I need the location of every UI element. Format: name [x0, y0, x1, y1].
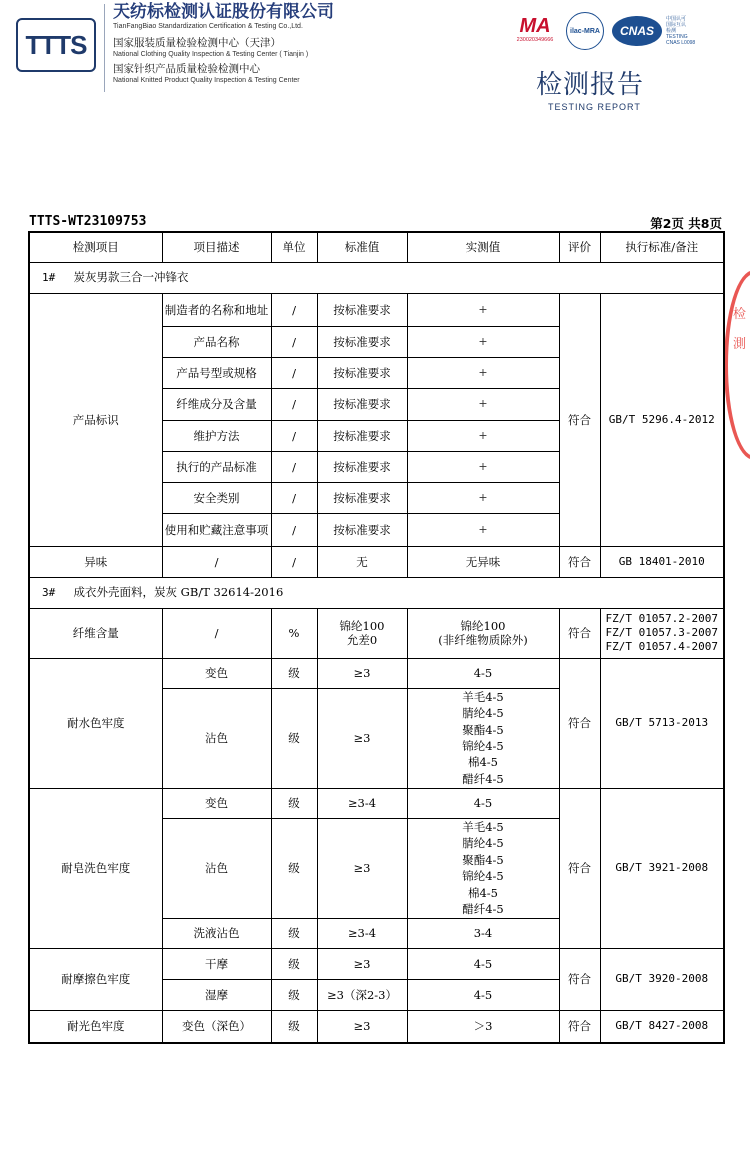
section-row: [29, 577, 724, 608]
item-cell: 耐水色牢度: [29, 658, 162, 788]
column-header: 评价: [559, 232, 600, 262]
result-cell: +: [407, 482, 559, 513]
table-row: [29, 293, 724, 326]
std-cell: ≥3: [317, 688, 407, 788]
desc-cell: 安全类别: [162, 482, 271, 513]
standard-cell: GB 18401-2010: [600, 546, 724, 577]
standard-line: FZ/T 01057.2-2007: [605, 612, 719, 625]
desc-cell: 沾色: [162, 818, 271, 918]
eval-cell: 符合: [559, 1010, 600, 1043]
item-cell: 异味: [29, 546, 162, 577]
column-header: 项目描述: [162, 232, 271, 262]
result-cell: +: [407, 451, 559, 482]
report-header: [0, 0, 750, 110]
cnas-mark: [612, 16, 662, 46]
standard-line: FZ/T 01057.4-2007: [605, 640, 719, 653]
seal-fragment: 检 測: [733, 307, 747, 352]
section-title: [29, 577, 724, 608]
desc-cell: 纤维成分及含量: [162, 388, 271, 420]
unit-cell: %: [271, 608, 317, 658]
desc-cell: 产品名称: [162, 326, 271, 357]
header-divider: [104, 4, 105, 92]
table-header-row: [29, 232, 724, 262]
std-cell: 按标准要求: [317, 388, 407, 420]
desc-cell: 变色: [162, 658, 271, 688]
ilac-mra-mark: [566, 12, 604, 50]
result-line: 醋纤4-5: [462, 771, 504, 786]
item-cell: 耐皂洗色牢度: [29, 788, 162, 948]
column-header: 单位: [271, 232, 317, 262]
std-line: 锦纶100: [339, 619, 385, 633]
document-info-bar: [29, 212, 722, 230]
desc-cell: 维护方法: [162, 420, 271, 451]
eval-cell: 符合: [559, 546, 600, 577]
std-cell: 按标准要求: [317, 451, 407, 482]
unit-cell: /: [271, 388, 317, 420]
cnas-caption: [666, 16, 695, 46]
std-line: 允差0: [346, 633, 378, 647]
report-number: TTTS-WT23109753: [29, 214, 147, 229]
column-header: 标准值: [317, 232, 407, 262]
unit-cell: 级: [271, 688, 317, 788]
result-cell: [407, 818, 559, 918]
unit-cell: 级: [271, 818, 317, 918]
result-cell: [407, 608, 559, 658]
unit-cell: /: [271, 357, 317, 388]
center2-name-en: National Knitted Product Quality Inspection & Testing Center: [113, 77, 300, 84]
ilac-text: ilac-MRA: [570, 27, 600, 35]
unit-cell: /: [271, 420, 317, 451]
std-cell: 无: [317, 546, 407, 577]
result-line: 棉4-5: [467, 755, 499, 770]
result-line: 锦纶4-5: [462, 739, 504, 753]
unit-cell: 级: [271, 948, 317, 979]
item-cell: 耐摩擦色牢度: [29, 948, 162, 1010]
desc-cell: 产品号型或规格: [162, 357, 271, 388]
result-line: (非纤维物质除外): [438, 633, 528, 647]
unit-cell: /: [271, 482, 317, 513]
desc-cell: 执行的产品标准: [162, 451, 271, 482]
standard-cell: GB/T 5713-2013: [600, 658, 724, 788]
test-results-table: [28, 231, 725, 1044]
result-line: 锦纶100: [460, 619, 506, 633]
center1-name-cn: 国家服装质量检验检测中心（天津）: [113, 37, 281, 49]
result-line: 醋纤4-5: [462, 902, 504, 916]
std-cell: ≥3-4: [317, 918, 407, 948]
result-line: 腈纶4-5: [462, 706, 504, 721]
cma-text: MA: [519, 15, 551, 37]
std-cell: 按标准要求: [317, 293, 407, 326]
std-cell: 按标准要求: [317, 513, 407, 546]
unit-cell: /: [271, 326, 317, 357]
unit-cell: /: [271, 293, 317, 326]
result-line: 腈纶4-5: [462, 836, 504, 850]
desc-cell: 制造者的名称和地址: [162, 293, 271, 326]
result-cell: +: [407, 326, 559, 357]
standard-cell: GB/T 3921-2008: [600, 788, 724, 948]
org-name-en: TianFangBiao Standardization Certification & Testing Co.,Ltd.: [113, 23, 303, 30]
desc-cell: 洗液沾色: [162, 918, 271, 948]
column-header: 实测值: [407, 232, 559, 262]
company-logo: [16, 18, 96, 72]
section-title: [29, 262, 724, 293]
report-title: 检测报告: [536, 69, 645, 99]
desc-cell: /: [162, 608, 271, 658]
result-cell: +: [407, 293, 559, 326]
column-header: 检测项目: [29, 232, 162, 262]
eval-cell: 符合: [559, 788, 600, 948]
center2-name-cn: 国家针织产品质量检验检测中心: [113, 63, 260, 75]
unit-cell: 级: [271, 1010, 317, 1043]
table-row: [29, 658, 724, 688]
section-row: [29, 262, 724, 293]
column-header: 执行标准/备注: [600, 232, 724, 262]
result-line: 羊毛4-5: [462, 819, 504, 834]
eval-cell: 符合: [559, 948, 600, 1010]
desc-cell: 变色（深色）: [162, 1010, 271, 1043]
desc-cell: /: [162, 546, 271, 577]
table-row: [29, 1010, 724, 1043]
cma-number: 230020349666: [516, 37, 554, 43]
result-cell: 3-4: [407, 918, 559, 948]
result-cell: ＞3: [407, 1010, 559, 1043]
result-cell: 4-5: [407, 788, 559, 818]
table-row: [29, 608, 724, 658]
desc-cell: 湿摩: [162, 979, 271, 1010]
std-cell: 按标准要求: [317, 482, 407, 513]
official-seal-stamp: [724, 270, 750, 460]
section-label: 3#: [42, 586, 56, 599]
result-cell: 4-5: [407, 658, 559, 688]
standard-cell: [600, 608, 724, 658]
organization-block: [113, 2, 334, 86]
result-cell: 无异味: [407, 546, 559, 577]
std-cell: 按标准要求: [317, 357, 407, 388]
desc-cell: 干摩: [162, 948, 271, 979]
unit-cell: 级: [271, 918, 317, 948]
unit-cell: 级: [271, 788, 317, 818]
std-cell: ≥3: [317, 948, 407, 979]
result-cell: 4-5: [407, 979, 559, 1010]
cnas-text: CNAS: [619, 24, 654, 38]
cnas-line: 中国认可: [666, 16, 687, 22]
cma-mark: [510, 15, 560, 47]
std-cell: [317, 608, 407, 658]
std-cell: ≥3-4: [317, 788, 407, 818]
unit-cell: 级: [271, 979, 317, 1010]
page-info: 第2页 共8页: [650, 216, 722, 231]
result-line: 聚酯4-5: [462, 722, 504, 737]
item-cell: 产品标识: [29, 293, 162, 546]
result-line: 羊毛4-5: [462, 689, 504, 704]
result-cell: +: [407, 357, 559, 388]
result-cell: +: [407, 388, 559, 420]
report-subtitle: TESTING REPORT: [548, 102, 641, 112]
accreditation-marks: [510, 12, 710, 52]
cnas-line: TESTING: [666, 34, 688, 40]
table-row: [29, 546, 724, 577]
std-cell: ≥3: [317, 1010, 407, 1043]
table-row: [29, 788, 724, 818]
standard-cell: GB/T 8427-2008: [600, 1010, 724, 1043]
table-row: [29, 948, 724, 979]
eval-cell: 符合: [559, 293, 600, 546]
logo-text: TTTS: [25, 29, 87, 60]
std-cell: ≥3: [317, 818, 407, 918]
standard-cell: GB/T 5296.4-2012: [600, 293, 724, 546]
center1-name-en: National Clothing Quality Inspection & Testing Center ( Tianjin ): [113, 51, 309, 58]
result-line: 聚酯4-5: [462, 852, 504, 867]
std-cell: 按标准要求: [317, 326, 407, 357]
std-cell: ≥3（深2-3）: [317, 979, 407, 1010]
section-label: 1#: [42, 271, 56, 284]
cnas-line: 检测: [666, 28, 677, 34]
standard-cell: GB/T 3920-2008: [600, 948, 724, 1010]
unit-cell: /: [271, 451, 317, 482]
unit-cell: 级: [271, 658, 317, 688]
unit-cell: /: [271, 513, 317, 546]
cnas-line: 国际互认: [666, 22, 687, 28]
desc-cell: 变色: [162, 788, 271, 818]
result-cell: +: [407, 513, 559, 546]
section-name: 成衣外壳面料，炭灰 GB/T 32614-2016: [73, 585, 284, 599]
org-name-cn: 天纺标检测认证股份有限公司: [113, 2, 334, 21]
result-line: 锦纶4-5: [462, 869, 504, 883]
result-cell: +: [407, 420, 559, 451]
desc-cell: 使用和贮藏注意事项: [162, 513, 271, 546]
item-cell: 纤维含量: [29, 608, 162, 658]
unit-cell: /: [271, 546, 317, 577]
result-cell: 4-5: [407, 948, 559, 979]
eval-cell: 符合: [559, 658, 600, 788]
std-cell: ≥3: [317, 658, 407, 688]
desc-cell: 沾色: [162, 688, 271, 788]
item-cell: 耐光色牢度: [29, 1010, 162, 1043]
std-cell: 按标准要求: [317, 420, 407, 451]
result-line: 棉4-5: [467, 885, 499, 900]
section-name: 炭灰男款三合一冲锋衣: [73, 270, 189, 284]
result-cell: [407, 688, 559, 788]
cnas-line: CNAS L0098: [666, 40, 696, 46]
standard-line: FZ/T 01057.3-2007: [605, 626, 719, 639]
eval-cell: 符合: [559, 608, 600, 658]
